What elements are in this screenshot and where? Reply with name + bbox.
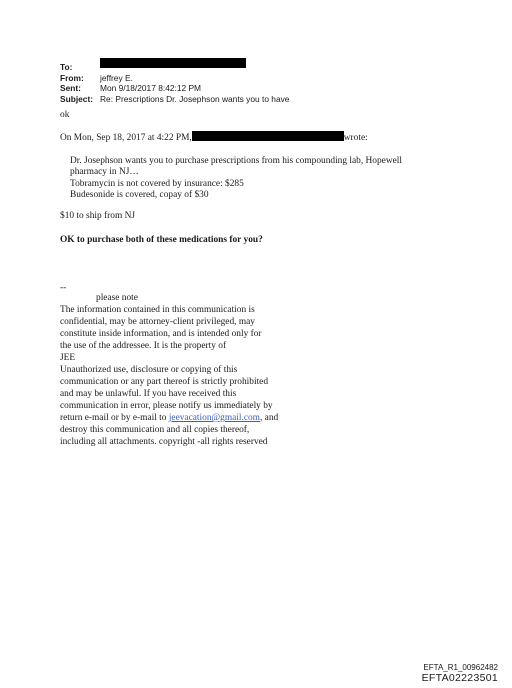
signature-line: including all attachments. copyright -all rights reserved	[60, 437, 268, 447]
quote-line: pharmacy in NJ…	[70, 167, 139, 177]
sent-value: Mon 9/18/2017 8:42:12 PM	[100, 83, 202, 94]
signature-line: Unauthorized use, disclosure or copying of this	[60, 365, 238, 375]
email-link[interactable]: jeevacation@gmail.com	[168, 413, 260, 423]
email-header	[60, 62, 289, 104]
bates-number-small: EFTA_R1_00962482	[423, 663, 498, 672]
signature-line: JEE	[60, 353, 76, 363]
subject-label: Subject:	[60, 93, 94, 104]
from-value: jeffrey E.	[100, 72, 133, 83]
signature-dash: --	[60, 283, 67, 293]
signature-email-line	[60, 413, 278, 424]
sender-redaction	[192, 131, 344, 141]
to-row	[60, 62, 289, 73]
quote-line: Budesonide is covered, copay of $30	[70, 190, 209, 200]
please-note: please note	[96, 293, 138, 303]
from-label: From:	[60, 72, 84, 83]
sent-row	[60, 83, 289, 94]
question-line: OK to purchase both of these medications for you?	[60, 235, 263, 245]
signature-line: destroy this communication and all copies thereof,	[60, 425, 250, 435]
to-label: To:	[60, 62, 73, 72]
email-suffix: , and	[259, 413, 279, 423]
signature-line: communication or any part thereof is strictly prohibited	[60, 377, 269, 387]
from-row	[60, 73, 289, 84]
signature-line: The information contained in this communication is	[60, 305, 255, 315]
signature-line: communication in error, please notify us immediately by	[60, 401, 273, 411]
sent-label: Sent:	[60, 83, 81, 94]
quote-line: Tobramycin is not covered by insurance: $285	[70, 179, 244, 189]
quote-wrote: wrote:	[343, 133, 368, 143]
quote-intro-line	[60, 131, 368, 144]
signature-line: constitute inside information, and is intended only for	[60, 329, 262, 339]
signature-line: the use of the addressee. It is the property of	[60, 341, 227, 351]
signature-line: and may be unlawful. If you have received this	[60, 389, 237, 399]
subject-row	[60, 94, 289, 105]
subject-value: Re: Prescriptions Dr. Josephson wants you to have	[100, 93, 290, 104]
quote-intro: On Mon, Sep 18, 2017 at 4:22 PM,	[60, 133, 192, 143]
shipping-line: $10 to ship from NJ	[60, 211, 135, 221]
reply-text: ok	[60, 110, 70, 120]
bates-number-large: EFTA02223501	[421, 672, 498, 684]
quote-line: Dr. Josephson wants you to purchase prescriptions from his compounding lab, Hopewell	[70, 156, 402, 166]
email-prefix: return e-mail or by e-mail to	[60, 413, 169, 423]
to-redaction	[100, 58, 246, 68]
signature-line: confidential, may be attorney-client privileged, may	[60, 317, 255, 327]
